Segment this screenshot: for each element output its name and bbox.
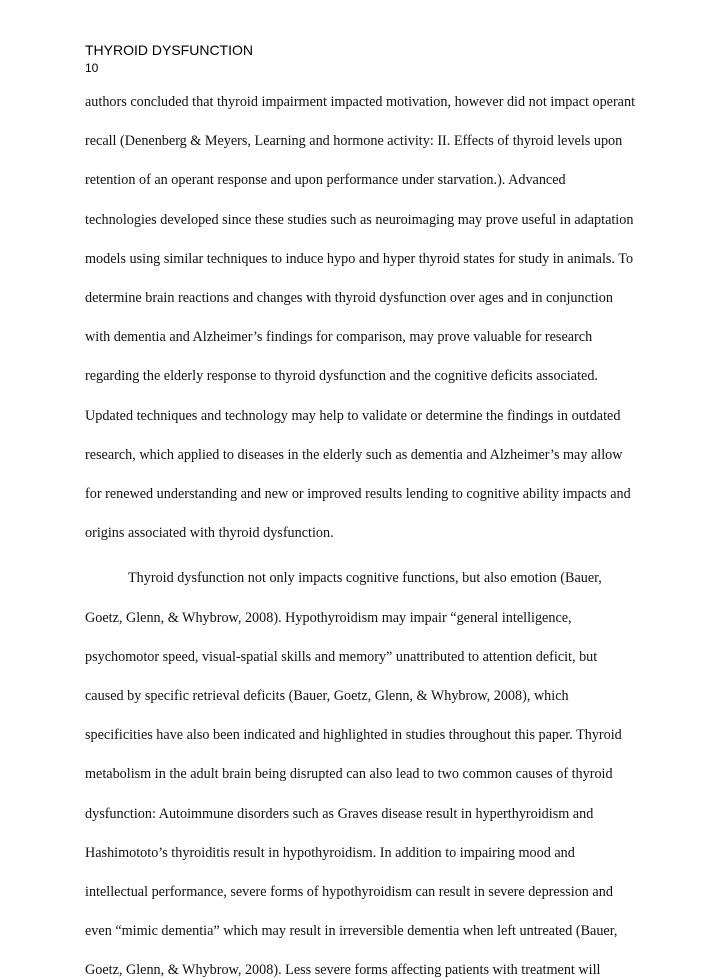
body-line: for renewed understanding and new or improved results lending to cognitive ability impacts and [85, 486, 631, 502]
body-line: authors concluded that thyroid impairment impacted motivation, however did not impact operant [85, 94, 636, 110]
body-line: with dementia and Alzheimer’s findings for comparison, may prove valuable for research [85, 329, 593, 345]
body-line: even “mimic dementia” which may result in irreversible dementia when left untreated (Bauer, [85, 923, 618, 939]
body-line: Goetz, Glenn, & Whybrow, 2008). Hypothyroidism may impair “general intelligence, [85, 610, 572, 626]
body-line: psychomotor speed, visual-spatial skills and memory” unattributed to attention deficit, but [85, 649, 598, 665]
body-line: retention of an operant response and upon performance under starvation.). Advanced [85, 172, 566, 188]
body-line: recall (Denenberg & Meyers, Learning and hormone activity: II. Effects of thyroid levels upon [85, 133, 623, 149]
body-line: models using similar techniques to induce hypo and hyper thyroid states for study in animals. To [85, 251, 634, 267]
body-line: Hashimototo’s thyroiditis result in hypothyroidism. In addition to impairing mood and [85, 845, 575, 861]
page-number: 10 [85, 61, 99, 75]
body-line: research, which applied to diseases in the elderly such as dementia and Alzheimer’s may allow [85, 447, 623, 463]
body-line: metabolism in the adult brain being disrupted can also lead to two common causes of thyroid [85, 766, 613, 782]
body-line: regarding the elderly response to thyroid dysfunction and the cognitive deficits associated. [85, 368, 598, 384]
body-line: intellectual performance, severe forms of hypothyroidism can result in severe depression and [85, 884, 613, 900]
running-head: THYROID DYSFUNCTION [85, 42, 253, 58]
body-line: origins associated with thyroid dysfunction. [85, 525, 334, 541]
body-line: specificities have also been indicated and highlighted in studies throughout this paper. Thyroid [85, 727, 622, 743]
body-line: determine brain reactions and changes with thyroid dysfunction over ages and in conjunction [85, 290, 613, 306]
body-line: Updated techniques and technology may help to validate or determine the findings in outdated [85, 408, 621, 424]
body-line: dysfunction: Autoimmune disorders such as Graves disease result in hyperthyroidism and [85, 806, 594, 822]
body-line: Thyroid dysfunction not only impacts cognitive functions, but also emotion (Bauer, [128, 570, 602, 586]
body-line: technologies developed since these studies such as neuroimaging may prove useful in adaptation [85, 212, 634, 228]
body-line: Goetz, Glenn, & Whybrow, 2008). Less severe forms affecting patients with treatment will [85, 962, 601, 978]
body-line: caused by specific retrieval deficits (Bauer, Goetz, Glenn, & Whybrow, 2008), which [85, 688, 569, 704]
